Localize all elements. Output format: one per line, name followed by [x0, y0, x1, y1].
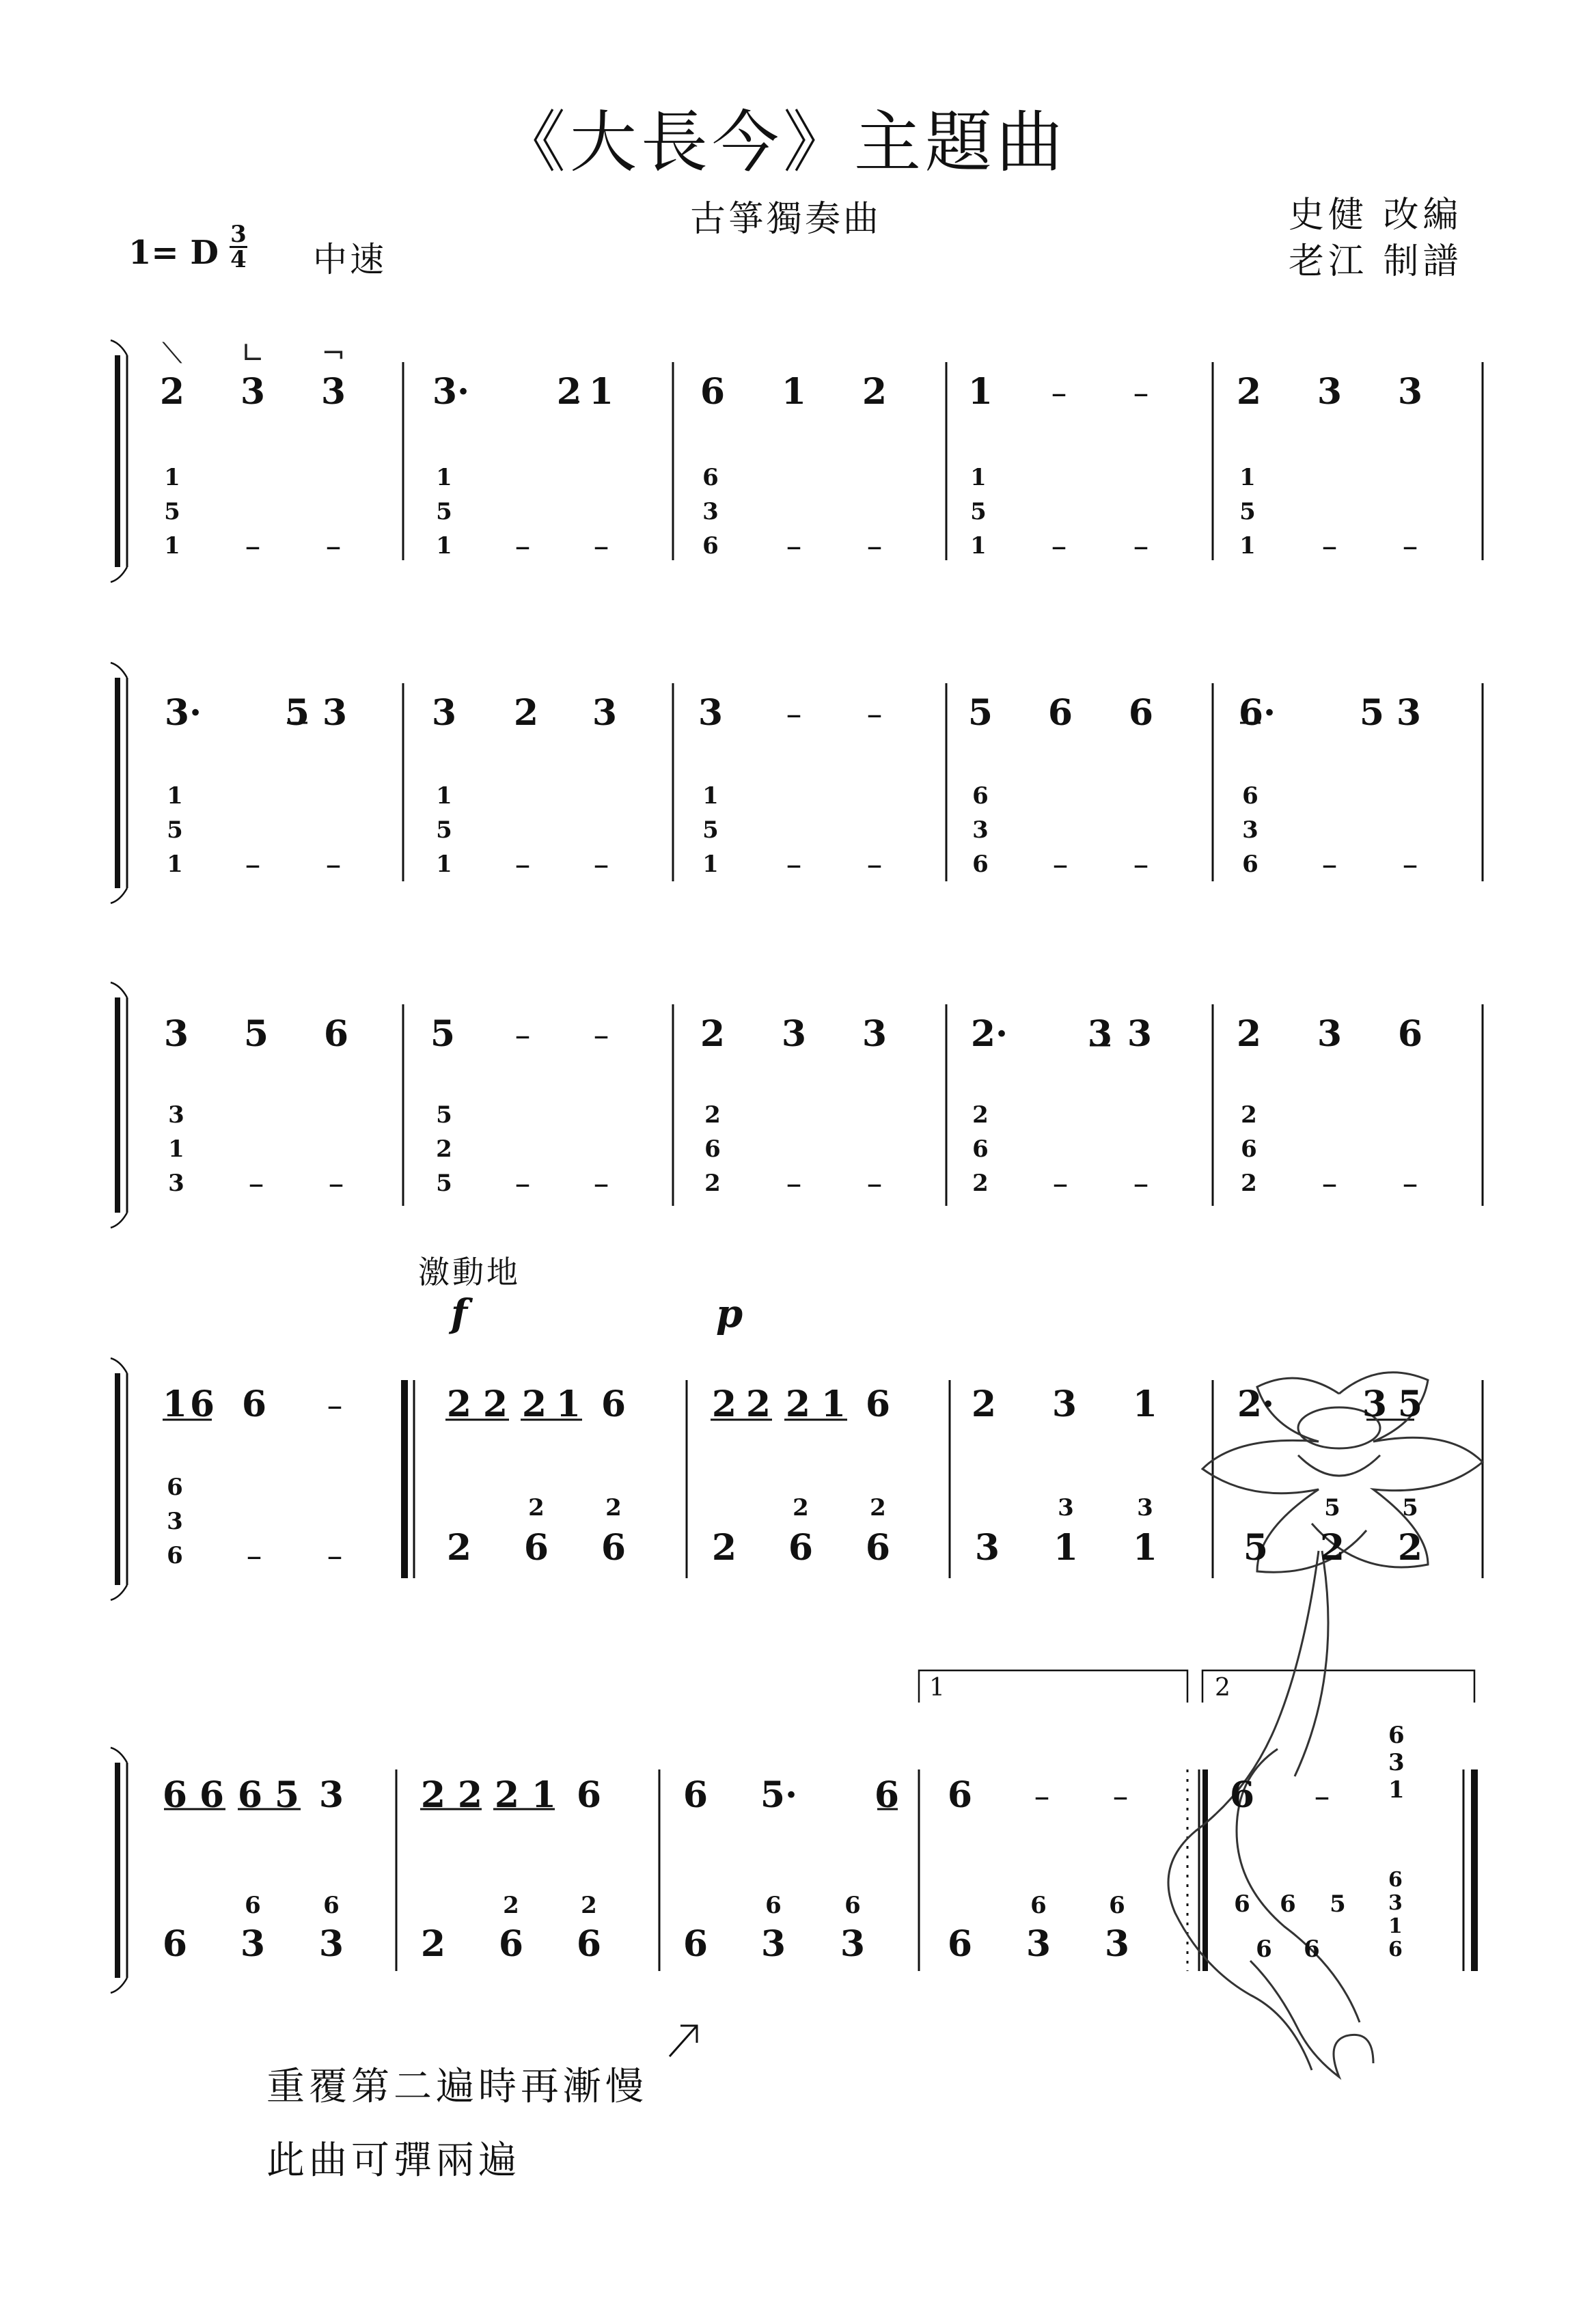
- accomp-note: 1: [702, 851, 719, 878]
- arpeggio-note: 3: [1388, 1891, 1403, 1915]
- melody-note: 2: [446, 1383, 472, 1425]
- melody-note: 1: [162, 1383, 188, 1425]
- accomp-note: –: [325, 846, 342, 883]
- accomp-note: 2: [1397, 1527, 1423, 1569]
- accomp-note: 6: [1280, 1890, 1296, 1918]
- melody-note: 6: [683, 1774, 708, 1816]
- melody-note: 6: [1128, 692, 1154, 734]
- melody-note: 3: [322, 692, 348, 734]
- accomp-note: 1: [702, 782, 719, 810]
- melody-note: 6: [947, 1774, 973, 1816]
- melody-note: 3·: [164, 692, 202, 734]
- accomp-note: –: [1321, 846, 1338, 883]
- melody-note: 2: [745, 1383, 771, 1425]
- accomp-note: 2: [972, 1101, 989, 1129]
- accomp-note: 1: [164, 464, 180, 491]
- accomp-note: 1: [167, 782, 183, 810]
- accomp-note: 6: [972, 851, 989, 878]
- play-twice-note: 此曲可彈兩遍: [266, 2138, 521, 2183]
- accomp-note: –: [593, 1165, 609, 1202]
- accomp-note: –: [1051, 527, 1067, 564]
- accomp-note: –: [328, 1165, 344, 1202]
- key-signature: 1= D: [128, 234, 219, 272]
- accomp-note: 6: [576, 1923, 602, 1965]
- accomp-note: –: [1402, 1165, 1418, 1202]
- accomp-note: 3: [1137, 1494, 1153, 1521]
- accomp-note: 6: [162, 1923, 188, 1965]
- arpeggio-note: 6: [1388, 1722, 1405, 1749]
- accomp-note: 2: [711, 1527, 737, 1569]
- melody-note: 1: [967, 371, 993, 413]
- melody-note: 6: [237, 1774, 263, 1816]
- lotus-illustration: [1168, 1373, 1483, 2077]
- dynamic-piano: p: [716, 1291, 743, 1336]
- time-denominator: 4: [230, 246, 247, 273]
- accomp-note: 2: [870, 1494, 886, 1521]
- melody-note: 3: [318, 1774, 344, 1816]
- melody-note: –: [593, 1017, 609, 1053]
- accomp-note: 3: [167, 1508, 183, 1535]
- melody-note: 6: [576, 1774, 602, 1816]
- accomp-note: 2: [436, 1135, 452, 1163]
- accomp-note: –: [1052, 1165, 1069, 1202]
- accomp-note: 5: [436, 1170, 452, 1197]
- accomp-note: 2: [793, 1494, 809, 1521]
- arranger-credit: 史健 改編: [1289, 195, 1463, 236]
- accomp-note: 6: [1109, 1892, 1125, 1919]
- accomp-note: –: [1052, 846, 1069, 883]
- accomp-note: –: [246, 1537, 262, 1574]
- accomp-note: –: [1402, 846, 1418, 883]
- melody-note: 3: [1317, 1013, 1343, 1055]
- accomp-note: 1: [970, 532, 987, 560]
- footer-arrow: [670, 2026, 697, 2056]
- accomp-note: 6: [245, 1892, 261, 1919]
- accomp-note: 5: [1402, 1494, 1418, 1521]
- melody-note: –: [514, 1017, 531, 1053]
- accomp-note: 6: [788, 1527, 814, 1569]
- accomp-note: 5: [1324, 1494, 1340, 1521]
- technique-mark: ⟍: [162, 336, 182, 370]
- accomp-note: 5: [1330, 1890, 1346, 1918]
- accomp-note: –: [786, 527, 802, 564]
- accomp-note: –: [866, 527, 883, 564]
- melody-note: 5: [1397, 1383, 1423, 1425]
- melody-note: 5: [243, 1013, 269, 1055]
- accomp-note: 6: [1030, 1892, 1047, 1919]
- melody-note: 6: [874, 1774, 900, 1816]
- repeat-instruction: 重覆第二遍時再漸慢: [266, 2065, 648, 2109]
- melody-note: 5: [967, 692, 993, 734]
- accomp-note: –: [514, 846, 531, 883]
- accomp-note: 6: [865, 1527, 891, 1569]
- accomp-note: 5: [167, 816, 183, 844]
- accomp-note: 5: [164, 498, 180, 525]
- arpeggio-chord-bottom: [1388, 1869, 1403, 1961]
- accomp-note: –: [248, 1165, 264, 1202]
- melody-note: –: [866, 695, 883, 732]
- arpeggio-note: 3: [1388, 1749, 1405, 1776]
- melody-note: 2: [1236, 1013, 1262, 1055]
- accomp-note: –: [593, 846, 609, 883]
- accomp-note: –: [1133, 846, 1149, 883]
- accomp-note: –: [245, 846, 261, 883]
- time-numerator: 3: [230, 221, 247, 248]
- accomp-note: 6: [972, 782, 989, 810]
- accomp-note: 1: [436, 464, 452, 491]
- accomp-note: 5: [436, 1101, 452, 1129]
- accomp-note: 6: [683, 1923, 708, 1965]
- melody-note: 6: [199, 1774, 225, 1816]
- accomp-note: –: [866, 1165, 883, 1202]
- accomp-note: 3: [1104, 1923, 1130, 1965]
- accomp-note: 3: [1242, 816, 1258, 844]
- melody-note: 3: [1127, 1013, 1153, 1055]
- melody-note: 3: [163, 1013, 189, 1055]
- accomp-note: 3: [168, 1101, 184, 1129]
- accomp-note: 3: [1026, 1923, 1051, 1965]
- accomp-note: 1: [970, 464, 987, 491]
- accomp-note: 1: [1239, 464, 1256, 491]
- accomp-note: –: [593, 527, 609, 564]
- accomp-note: 2: [1319, 1527, 1345, 1569]
- accomp-note: 2: [1241, 1101, 1257, 1129]
- technique-mark: ¬: [321, 336, 346, 370]
- accomp-note: 6: [601, 1527, 627, 1569]
- volta-2-label: 2: [1215, 1674, 1230, 1702]
- accomp-note: –: [866, 846, 883, 883]
- accomp-note: –: [1402, 527, 1418, 564]
- melody-note: 3·: [432, 371, 470, 413]
- accomp-note: 2: [605, 1494, 622, 1521]
- accomp-note: 5: [1239, 498, 1256, 525]
- melody-note: 5: [430, 1013, 456, 1055]
- melody-note: 3: [1317, 371, 1343, 413]
- melody-note: –: [1112, 1778, 1129, 1815]
- accomp-note: 1: [1053, 1527, 1079, 1569]
- melody-note: 6: [601, 1383, 627, 1425]
- melody-note: 3: [781, 1013, 807, 1055]
- accomp-note: 5: [436, 498, 452, 525]
- transcriber-credit: 老江 制譜: [1289, 241, 1463, 282]
- melody-note: –: [1034, 1778, 1050, 1815]
- accomp-note: 1: [1239, 532, 1256, 560]
- bar-lines: [396, 362, 1483, 1971]
- accomp-note: 6: [167, 1542, 183, 1569]
- technique-mark: ∟: [240, 336, 265, 370]
- accomp-note: 2: [446, 1527, 472, 1569]
- accomp-note: –: [245, 527, 261, 564]
- accomp-note: 6: [1242, 851, 1258, 878]
- melody-note: 2·: [970, 1013, 1008, 1055]
- accomp-note: 6: [523, 1527, 549, 1569]
- subtitle: 古箏獨奏曲: [690, 199, 882, 240]
- accomp-note: –: [514, 1165, 531, 1202]
- accomp-note: 6: [765, 1892, 782, 1919]
- accomp-note: 2: [528, 1494, 545, 1521]
- accomp-note: 6: [704, 1135, 721, 1163]
- melody-note: 5·: [760, 1774, 798, 1816]
- melody-note: 2: [494, 1774, 520, 1816]
- accomp-note: –: [327, 1537, 343, 1574]
- accomp-note: 6: [972, 1135, 989, 1163]
- accomp-note: 3: [840, 1923, 866, 1965]
- melody-note: 2: [711, 1383, 737, 1425]
- accomp-note: 5: [702, 816, 719, 844]
- accomp-note: 6: [947, 1923, 973, 1965]
- accomp-note: 3: [972, 816, 989, 844]
- melody-note: –: [1133, 374, 1149, 411]
- melody-note: 3: [431, 692, 457, 734]
- accomp-note: 1: [436, 782, 452, 810]
- melody-note: 2: [513, 692, 539, 734]
- accomp-note: 3: [702, 498, 719, 525]
- volta-1-label: 1: [929, 1674, 945, 1702]
- accomp-note: –: [786, 846, 802, 883]
- melody-note: 6: [700, 371, 726, 413]
- accomp-note: 6: [702, 532, 719, 560]
- melody-note: 1: [555, 1383, 581, 1425]
- accomp-note: 6: [844, 1892, 861, 1919]
- accomp-note: 2: [972, 1170, 989, 1197]
- melody-note: 3: [1362, 1383, 1388, 1425]
- melody-note: 3: [592, 692, 618, 734]
- accomp-note: –: [325, 527, 342, 564]
- arpeggio-note: 6: [1388, 1868, 1403, 1892]
- accomp-note: 6: [323, 1892, 340, 1919]
- accomp-note: 1: [436, 532, 452, 560]
- accomp-note: 3: [1058, 1494, 1074, 1521]
- accomp-note: 2: [1241, 1170, 1257, 1197]
- melody-note: 2: [862, 371, 888, 413]
- melody-note: 3: [1087, 1013, 1113, 1055]
- accomp-note: 6: [1304, 1936, 1320, 1963]
- page-title: 《大長今》主題曲: [499, 104, 1068, 182]
- accomp-note: 3: [168, 1170, 184, 1197]
- accomp-note: 5: [970, 498, 987, 525]
- melody-note: 2: [482, 1383, 508, 1425]
- melody-note: 2: [457, 1774, 483, 1816]
- accomp-note: 5: [1243, 1527, 1269, 1569]
- melody-note: 2: [1236, 371, 1262, 413]
- melody-note: –: [327, 1387, 343, 1424]
- melody-note: 1: [821, 1383, 847, 1425]
- melody-note: 3: [1397, 371, 1423, 413]
- melody-note: 3: [320, 371, 346, 413]
- accomp-note: 2: [704, 1170, 721, 1197]
- melody-note: 5: [274, 1774, 300, 1816]
- accomp-note: 1: [1132, 1527, 1158, 1569]
- accomp-note: 6: [498, 1923, 524, 1965]
- melody-note: 2·: [1237, 1383, 1275, 1425]
- melody-note: 6·: [1238, 692, 1276, 734]
- melody-note: 2: [700, 1013, 726, 1055]
- accomp-note: 6: [167, 1474, 183, 1501]
- melody-note: 6: [162, 1774, 188, 1816]
- accomp-note: 6: [1256, 1936, 1272, 1963]
- accomp-note: 6: [1234, 1890, 1250, 1918]
- repeat-start: [404, 1380, 414, 1578]
- arpeggio-note: 6: [1388, 1938, 1403, 1961]
- accomp-note: –: [786, 1165, 802, 1202]
- accomp-note: 2: [581, 1892, 597, 1919]
- melody-note: 2: [556, 371, 582, 413]
- melody-note: 3: [1051, 1383, 1077, 1425]
- melody-note: 2: [971, 1383, 997, 1425]
- accomp-note: 6: [1242, 782, 1258, 810]
- accomp-note: 6: [702, 464, 719, 491]
- accomp-note: –: [1133, 1165, 1149, 1202]
- accomp-note: –: [1321, 1165, 1338, 1202]
- melody-note: 1: [1132, 1383, 1158, 1425]
- melody-note: –: [1314, 1778, 1330, 1815]
- melody-note: 3: [698, 692, 724, 734]
- melody-note: 5: [1359, 692, 1385, 734]
- dynamic-forte: f: [451, 1291, 468, 1336]
- accomp-note: –: [1133, 527, 1149, 564]
- melody-note: 1: [531, 1774, 557, 1816]
- melody-note: 1: [781, 371, 807, 413]
- accomp-note: 5: [436, 816, 452, 844]
- accomp-note: –: [1321, 527, 1338, 564]
- melody-note: 6: [1047, 692, 1073, 734]
- accomp-note: 1: [436, 851, 452, 878]
- melody-note: 6: [241, 1383, 267, 1425]
- accomp-note: 3: [318, 1923, 344, 1965]
- accomp-note: 1: [168, 1135, 184, 1163]
- melody-note: 5: [284, 692, 310, 734]
- melody-note: 2: [785, 1383, 811, 1425]
- accomp-note: –: [514, 527, 531, 564]
- melody-note: 1: [588, 371, 614, 413]
- accomp-note: 2: [420, 1923, 446, 1965]
- beat-underlines: [163, 402, 1414, 1809]
- expression-marking: 激動地: [418, 1254, 521, 1291]
- accomp-note: 3: [240, 1923, 266, 1965]
- arpeggio-note: 1: [1388, 1914, 1403, 1938]
- melody-note: 2: [521, 1383, 547, 1425]
- melody-note: 3: [1396, 692, 1422, 734]
- melody-note: 3: [862, 1013, 888, 1055]
- melody-note: 6: [865, 1383, 891, 1425]
- melody-note: 6: [1397, 1013, 1423, 1055]
- melody-note: 2: [159, 371, 185, 413]
- accomp-note: 1: [167, 851, 183, 878]
- melody-note: 6: [323, 1013, 349, 1055]
- melody-note: –: [786, 695, 802, 732]
- melody-note: 2: [420, 1774, 446, 1816]
- accomp-note: 3: [760, 1923, 786, 1965]
- accomp-note: 6: [1241, 1135, 1257, 1163]
- melody-note: 3: [240, 371, 266, 413]
- melody-note: 6: [1229, 1774, 1255, 1816]
- tempo-marking: 中速: [313, 240, 387, 279]
- melody-note: 6: [189, 1383, 215, 1425]
- accomp-note: 2: [704, 1101, 721, 1129]
- accomp-note: 3: [974, 1527, 1000, 1569]
- volta-brackets: [919, 1670, 1474, 1703]
- accomp-note: 1: [164, 532, 180, 560]
- accomp-note: 2: [503, 1892, 519, 1919]
- melody-note: –: [1051, 374, 1067, 411]
- arpeggio-chord-top: [1388, 1722, 1405, 1804]
- arpeggio-note: 1: [1388, 1776, 1405, 1804]
